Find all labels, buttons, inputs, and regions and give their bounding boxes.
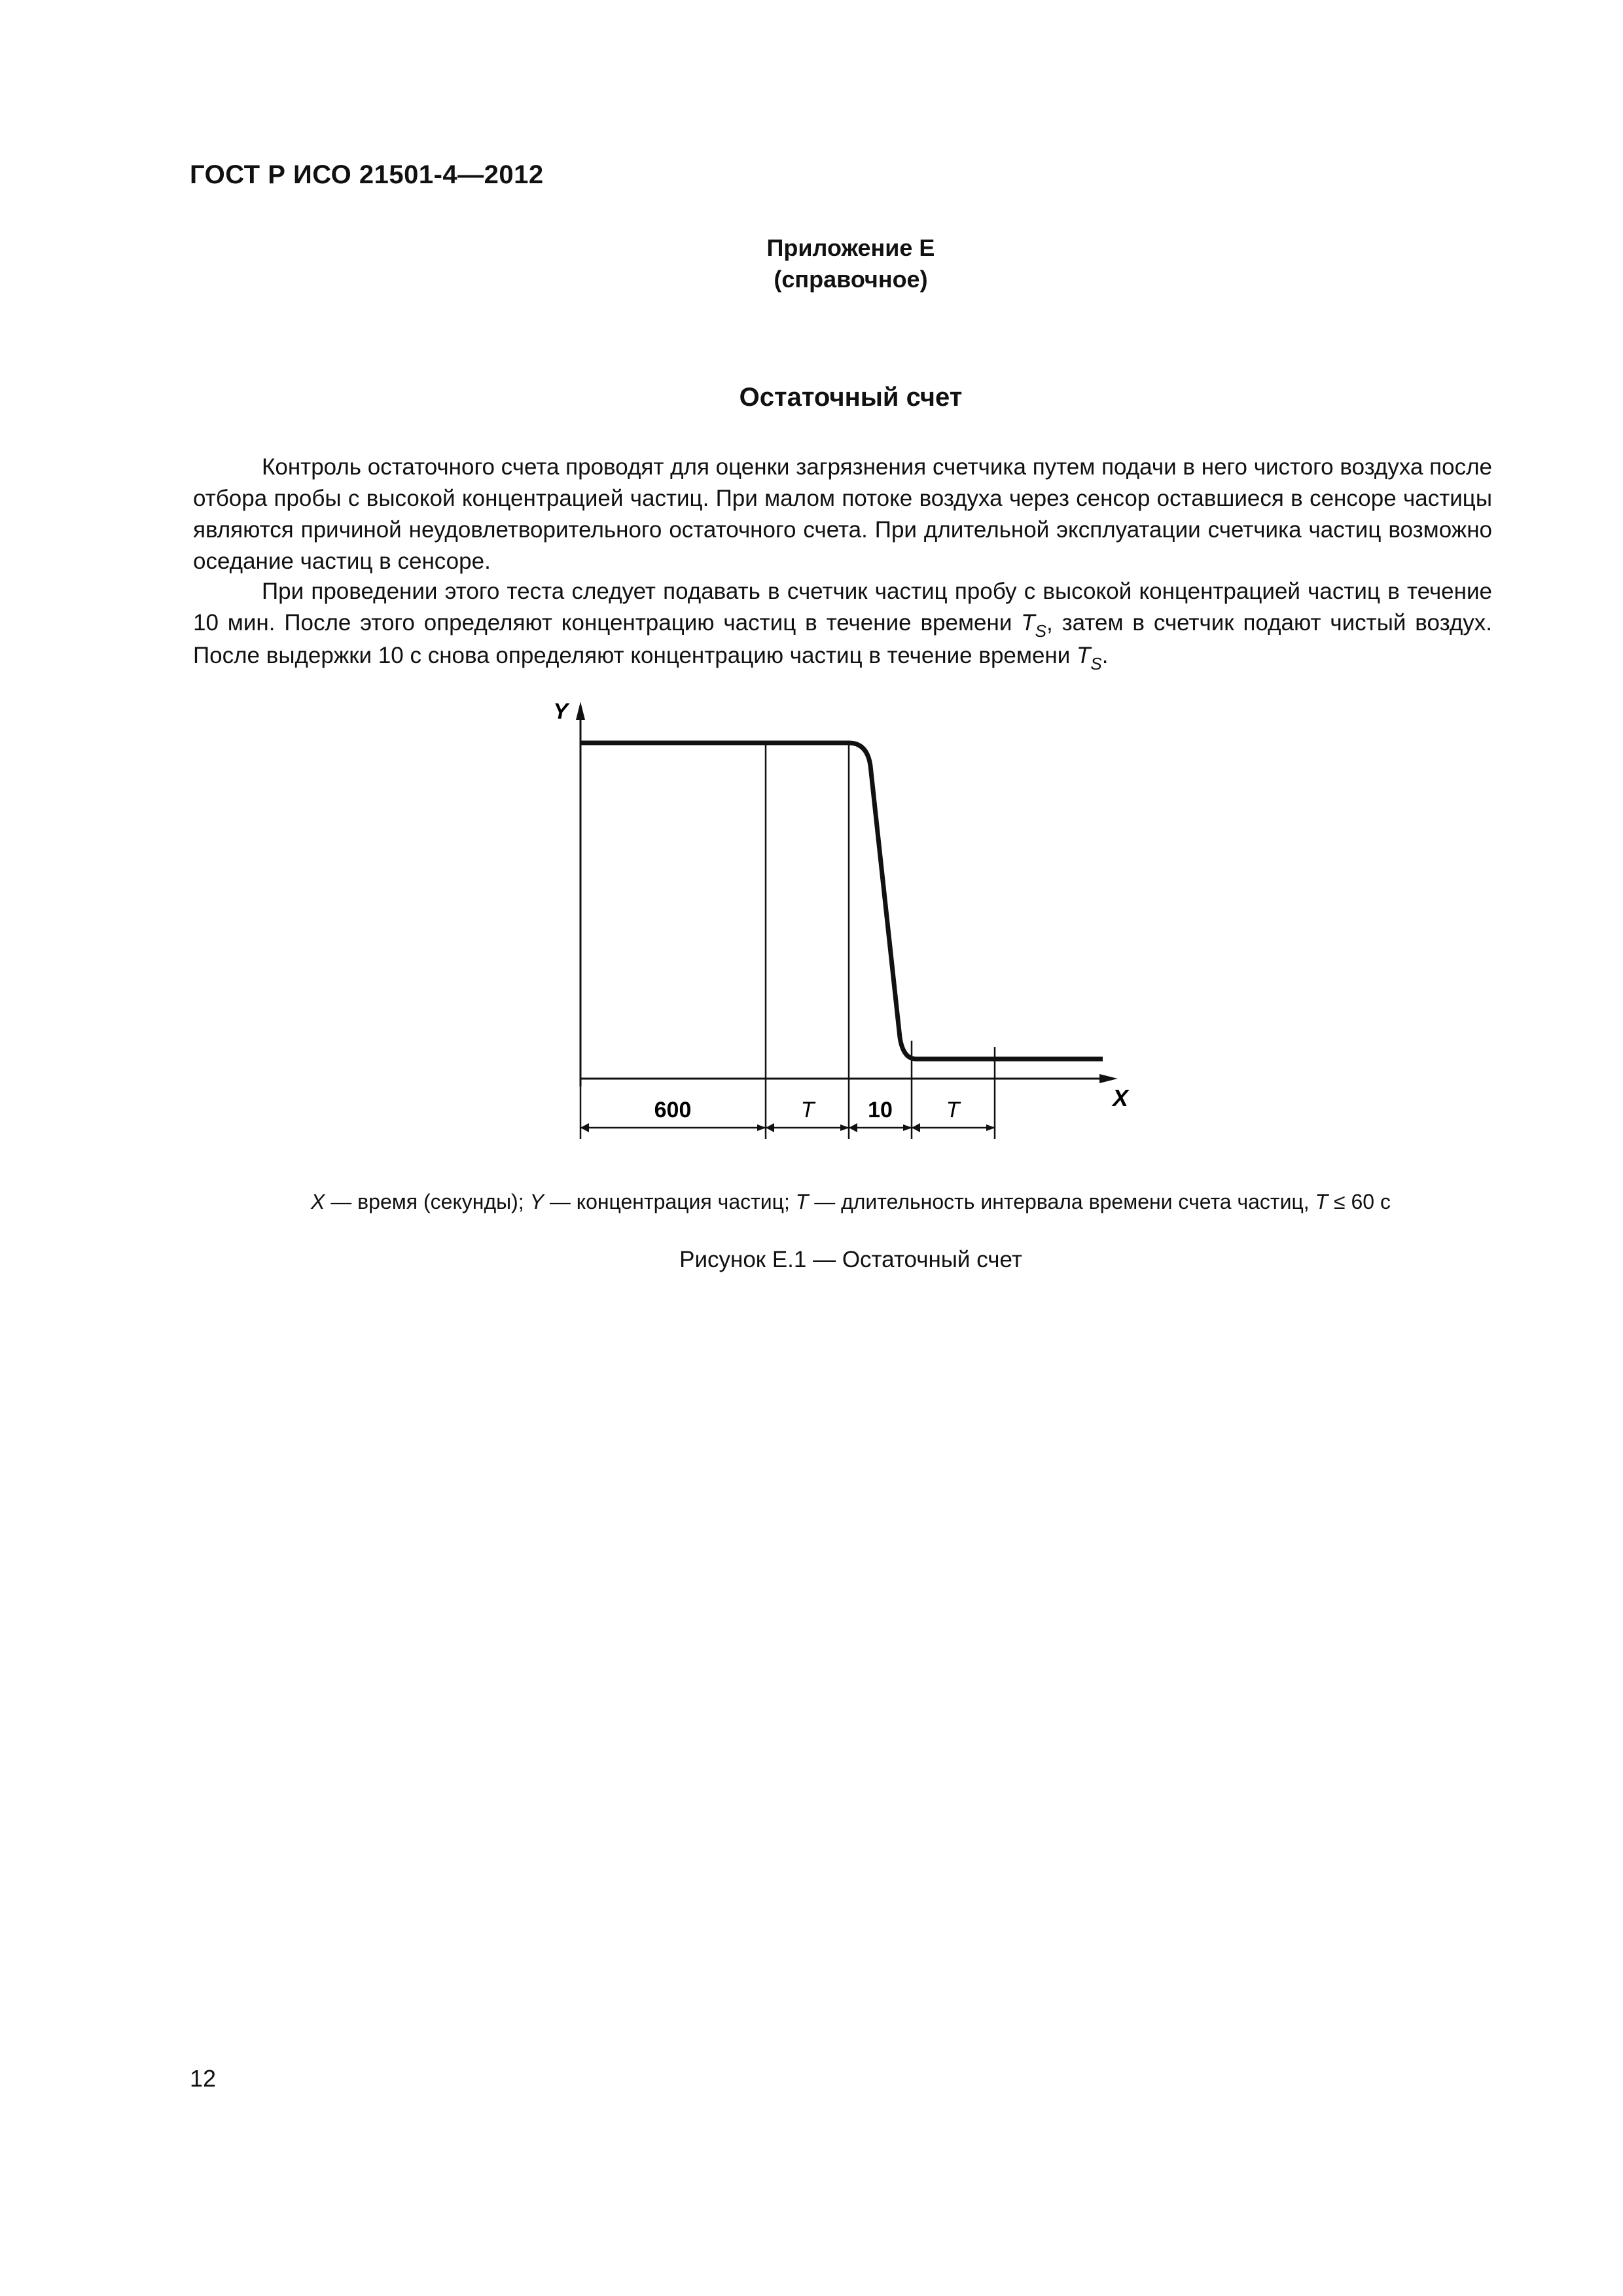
x-axis-arrow-icon bbox=[1099, 1074, 1118, 1083]
dimension-t1-start-arrow-icon bbox=[766, 1123, 774, 1132]
ts-subscript: S bbox=[1035, 621, 1046, 641]
legend-y-symbol: Y bbox=[529, 1190, 544, 1213]
dimension-600-start-arrow-icon bbox=[580, 1123, 589, 1132]
figure-legend bbox=[0, 1190, 1623, 1214]
paragraph-2-part-a: При проведении этого теста следует подавать в счетчик частиц пробу с высокой концентрацией частиц в течение 10 мин. После этого определяют концентрацию частиц в течение времени bbox=[193, 579, 1492, 636]
segment-label-10: 10 bbox=[868, 1098, 893, 1122]
document-code: ГОСТ Р ИСО 21501-4—2012 bbox=[190, 160, 544, 189]
y-axis-label: Y bbox=[553, 699, 568, 724]
dimension-10-start-arrow-icon bbox=[849, 1123, 857, 1132]
ts-main-2: T bbox=[1077, 643, 1091, 668]
paragraph-1-text: Контроль остаточного счета проводят для оценки загрязнения счетчика путем подачи в него чистого воздуха после отбора пробы с высокой концентрацией частиц. При малом потоке воздуха через сенсор оставшиеся в сенсоре частицы являются причиной неудовлетворительного остаточного счета. При длительной эксплуатации счетчика частиц возможно оседание частиц в сенсоре. bbox=[193, 454, 1492, 574]
annex-type: (справочное) bbox=[774, 266, 928, 293]
x-axis-label: X bbox=[1112, 1085, 1129, 1111]
legend-x-desc: — время (секунды); bbox=[325, 1190, 530, 1213]
figure-caption: Рисунок Е.1 — Остаточный счет bbox=[679, 1247, 1022, 1272]
ts-subscript-2: S bbox=[1090, 654, 1102, 673]
ts-main: T bbox=[1021, 610, 1035, 636]
dimension-t2-start-arrow-icon bbox=[912, 1123, 920, 1132]
legend-t-cond: ≤ 60 с bbox=[1328, 1190, 1391, 1213]
legend-t-desc: — длительность интервала времени счета частиц, bbox=[808, 1190, 1315, 1213]
legend-t-symbol: T bbox=[795, 1190, 809, 1213]
legend-y-desc: — концентрация частиц; bbox=[543, 1190, 796, 1213]
section-title: Остаточный счет bbox=[739, 383, 963, 412]
concentration-curve bbox=[580, 743, 1103, 1059]
legend-x-symbol: X bbox=[311, 1190, 325, 1213]
page-number: 12 bbox=[190, 2065, 217, 2092]
segment-label-t2: T bbox=[946, 1098, 960, 1122]
paragraph-2-part-c: . bbox=[1101, 643, 1109, 668]
segment-label-600: 600 bbox=[654, 1098, 692, 1122]
paragraph-2-part-b: , затем в счетчик подают чистый воздух. После выдержки 10 с снова определяют концентрацию частиц в течение времени bbox=[193, 610, 1492, 668]
legend-t-cond-symbol: T bbox=[1315, 1190, 1329, 1213]
y-axis-arrow-icon bbox=[576, 702, 585, 720]
annex-label: Приложение Е bbox=[766, 234, 935, 261]
segment-label-t1: T bbox=[800, 1098, 815, 1122]
